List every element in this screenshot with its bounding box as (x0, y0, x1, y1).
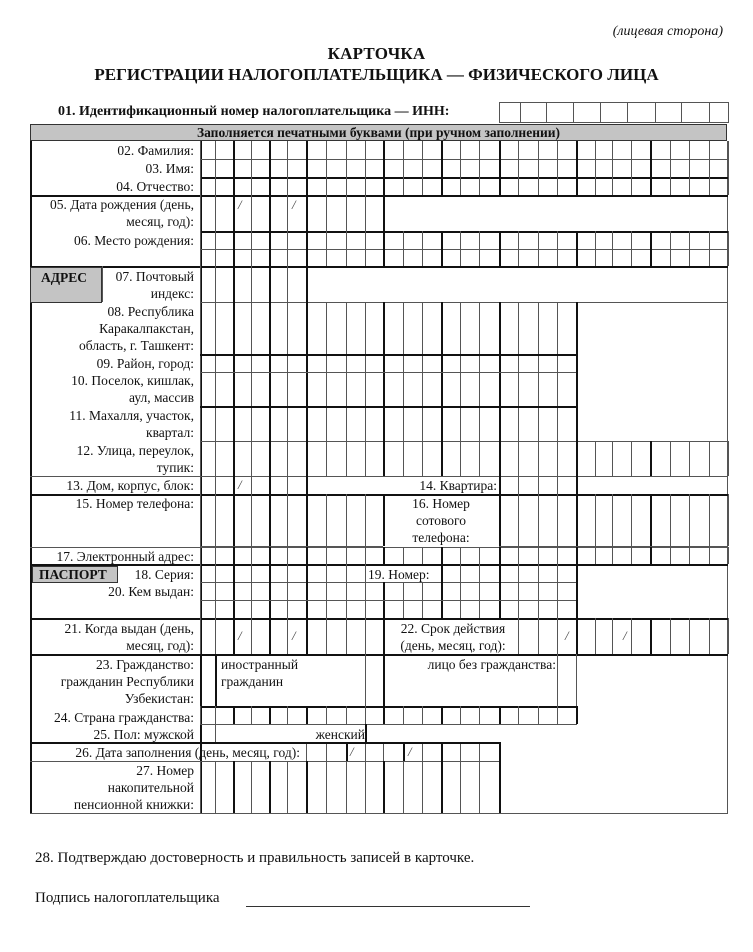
label-postal (102, 268, 194, 302)
label-validity (383, 620, 523, 654)
form-subtitle: РЕГИСТРАЦИИ НАЛОГОПЛАТЕЛЬЩИКА — ФИЗИЧЕСКОГО ЛИЦА (94, 65, 659, 84)
settlement-input[interactable] (200, 373, 579, 406)
citizen-foreign-checkbox[interactable] (365, 655, 383, 706)
label-mobile (383, 495, 499, 546)
inn-input[interactable] (499, 102, 727, 122)
label-issue-date-l2: месяц, год): (126, 638, 194, 653)
passport-number-input[interactable] (441, 566, 576, 582)
grid-vline (215, 654, 217, 707)
label-house: 13. Дом, корпус, блок: (66, 478, 194, 493)
label-name: 03. Имя: (145, 161, 194, 176)
grid-vline (383, 654, 385, 707)
issue-date-separator-1: / (238, 628, 242, 643)
grid-vline (627, 102, 628, 123)
form-title: КАРТОЧКА (327, 44, 426, 63)
grid-vline (546, 102, 547, 123)
grid-vline (573, 102, 574, 123)
label-street-l2: тупик: (156, 460, 194, 475)
label-citizenship-l2: гражданин Республики (60, 674, 194, 689)
label-mahalla-l2: квартал: (146, 425, 194, 440)
label-surname: 02. Фамилия: (117, 143, 194, 158)
grid-hline (30, 813, 728, 814)
label-citizenship-l1: 23. Гражданство: (95, 657, 194, 672)
label-foreign-l1: иностранный (221, 657, 299, 672)
apartment-input[interactable] (499, 477, 576, 493)
surname-input[interactable] (200, 142, 728, 159)
label-issue-date (30, 620, 194, 654)
label-settlement-l1: 10. Поселок, кишлак, (71, 373, 194, 388)
birth-date-separator-1: / (238, 197, 242, 212)
country-input[interactable] (200, 708, 576, 724)
issued-by-input[interactable] (200, 583, 576, 617)
label-mahalla-l1: 11. Махалля, участок, (69, 408, 194, 423)
label-pension-l2: накопительной (107, 780, 194, 795)
label-country: 24. Страна гражданства: (54, 710, 194, 725)
inn-label: 01. Идентификационный номер налогоплательщика — ИНН: (58, 104, 450, 119)
label-series: 18. Серия: (134, 567, 194, 582)
phone-input[interactable] (200, 495, 383, 545)
label-street (30, 442, 194, 476)
label-validity-l2: (день, месяц, год): (400, 638, 506, 653)
grid-vline (728, 494, 729, 546)
signature-line[interactable] (246, 906, 530, 907)
label-sex-female: женский (315, 727, 365, 742)
grid-vline (655, 102, 656, 123)
fill-date-separator-1: / (350, 744, 354, 759)
label-street-l1: 12. Улица, переулок, (76, 443, 194, 458)
grid-vline (499, 102, 500, 123)
validity-separator-1: / (565, 628, 569, 643)
label-mobile-l1: 16. Номер (412, 496, 470, 511)
label-settlement (30, 372, 194, 406)
label-mahalla (30, 407, 194, 441)
label-sex-male: 25. Пол: мужской (93, 727, 194, 742)
house-separator: / (238, 477, 242, 492)
validity-separator-2: / (623, 628, 627, 643)
label-mobile-l3: телефона: (412, 530, 470, 545)
label-region (30, 303, 194, 354)
mobile-input[interactable] (499, 495, 728, 545)
grid-vline (383, 195, 385, 231)
label-email: 17. Электронный адрес: (56, 549, 194, 564)
grid-vline (728, 102, 729, 123)
label-postal-l1: 07. Почтовый (115, 269, 194, 284)
grid-vline (709, 102, 710, 123)
label-phone: 15. Номер телефона: (75, 496, 194, 511)
grid-vline (365, 564, 366, 582)
grid-vline (728, 547, 729, 564)
grid-vline (306, 476, 308, 494)
street-input[interactable] (200, 442, 728, 475)
grid-vline (576, 564, 578, 582)
passport-series-input[interactable] (200, 566, 365, 582)
grid-vline (499, 742, 501, 761)
patronymic-input[interactable] (200, 178, 728, 195)
label-region-l2: Каракалпакстан, (99, 321, 194, 336)
label-mobile-l2: сотового (415, 513, 467, 528)
grid-hline (499, 122, 728, 123)
label-fill-date: 26. Дата заполнения (день, месяц, год): (75, 745, 300, 760)
fill-date-input[interactable] (306, 743, 499, 761)
region-input[interactable] (200, 303, 579, 353)
grid-vline (600, 102, 601, 123)
signature-label: Подпись налогоплательщика (35, 890, 220, 906)
label-stateless: лицо без гражданства: (427, 657, 556, 672)
house-input[interactable] (200, 477, 306, 493)
grid-hline (499, 102, 728, 103)
grid-vline (728, 441, 729, 476)
label-pension (30, 762, 194, 813)
mahalla-input[interactable] (200, 407, 579, 440)
label-pension-l1: 27. Номер (136, 763, 194, 778)
label-birth-place: 06. Место рождения: (73, 233, 194, 248)
sex-male-checkbox[interactable] (200, 725, 215, 742)
grid-vline (576, 476, 578, 494)
passport-section-tag: ПАСПОРТ (32, 566, 118, 583)
birth-date-separator-2: / (292, 197, 296, 212)
grid-vline (681, 102, 682, 123)
grid-vline (576, 706, 578, 724)
sex-female-checkbox[interactable] (365, 725, 383, 742)
birth-place-input[interactable] (200, 232, 728, 266)
label-district: 09. Район, город: (96, 356, 194, 371)
label-patronymic: 04. Отчество: (116, 179, 194, 194)
grid-vline (520, 102, 521, 123)
grid-vline (576, 582, 578, 618)
grid-vline (728, 231, 729, 266)
side-note: (лицевая сторона) (612, 24, 723, 39)
label-birth-date-l1: 05. Дата рождения (день, (49, 197, 194, 212)
label-birth-date (30, 196, 194, 230)
confirmation-text: 28. Подтверждаю достоверность и правильность записей в карточке. (35, 850, 475, 866)
grid-vline (728, 141, 729, 195)
label-validity-l1: 22. Срок действия (400, 621, 506, 636)
address-section-tag: АДРЕС (30, 267, 102, 303)
label-region-l1: 08. Республика (107, 304, 194, 319)
grid-vline (499, 761, 501, 813)
label-apartment: 14. Квартира: (419, 478, 497, 493)
label-birth-date-l2: месяц, год): (126, 214, 194, 229)
label-issue-date-l1: 21. Когда выдан (день, (64, 621, 194, 636)
pension-book-input[interactable] (200, 762, 499, 812)
grid-vline (306, 266, 308, 302)
citizen-uz-checkbox[interactable] (200, 655, 215, 706)
postal-index-input[interactable] (200, 267, 306, 301)
label-citizenship-l3: Узбекистан: (124, 691, 194, 706)
print-notice-banner: Заполняется печатными буквами (при ручном заполнении) (30, 124, 727, 141)
grid-vline (728, 618, 729, 654)
label-settlement-l2: аул, массив (129, 390, 194, 405)
label-foreign-l2: гражданин (221, 674, 284, 689)
label-postal-l2: индекс: (150, 286, 194, 301)
fill-date-separator-2: / (408, 744, 412, 759)
name-input[interactable] (200, 160, 728, 177)
district-input[interactable] (200, 355, 579, 371)
label-region-l3: область, г. Ташкент: (79, 338, 194, 353)
label-passport-number: 19. Номер: (368, 567, 430, 582)
label-citizenship (30, 656, 194, 707)
label-pension-l3: пенсионной книжки: (73, 797, 194, 812)
grid-hline (200, 724, 576, 725)
issue-date-separator-2: / (292, 628, 296, 643)
label-issued-by: 20. Кем выдан: (108, 584, 194, 599)
email-input[interactable] (200, 547, 728, 563)
stateless-checkbox[interactable] (557, 655, 576, 706)
label-foreign (221, 656, 371, 690)
